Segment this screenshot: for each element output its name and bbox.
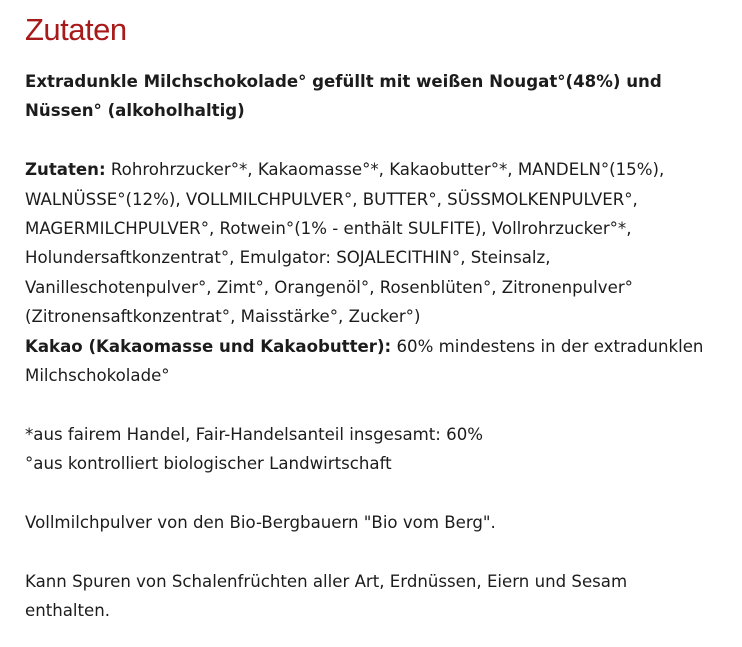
ingredients-line-6: (Zitronensaftkonzentrat°, Maisstärke°, Zucker°): [25, 307, 421, 327]
cocoa-line-2: Milchschokolade°: [25, 366, 170, 386]
allergen-note: [25, 567, 730, 626]
ingredients-list: [25, 155, 730, 390]
ingredients-line-3: MAGERMILCHPULVER°, Rotwein°(1% - enthält SULFITE), Vollrohrzucker°*,: [25, 219, 632, 239]
spacer: [25, 479, 730, 508]
product-line-1: Extradunkle Milchschokolade° gefüllt mit weißen Nougat°(48%) und: [25, 72, 662, 91]
ingredients-content: [25, 67, 730, 626]
milk-source-note: Vollmilchpulver von den Bio-Bergbauern "Bio vom Berg".: [25, 513, 496, 533]
ingredients-label: Zutaten:: [25, 160, 106, 180]
product-line-2: Nüssen° (alkoholhaltig): [25, 101, 245, 121]
allergen-line-1: Kann Spuren von Schalenfrüchten aller Art, Erdnüssen, Eiern und Sesam: [25, 571, 628, 591]
cocoa-label: Kakao (Kakaomasse und Kakaobutter):: [25, 336, 392, 356]
organic-note: °aus kontrolliert biologischer Landwirtschaft: [25, 454, 392, 474]
section-title: Zutaten: [25, 12, 127, 47]
ingredients-line-1: Rohrohrzucker°*, Kakaomasse°*, Kakaobutter°*, MANDELN°(15%),: [105, 160, 665, 180]
spacer: [25, 126, 730, 155]
footnotes: [25, 420, 730, 479]
allergen-line-2: enthalten.: [25, 601, 111, 621]
cocoa-line-1: 60% mindestens in der extradunklen: [391, 336, 704, 356]
ingredients-line-2: WALNÜSSE°(12%), VOLLMILCHPULVER°, BUTTER°, SÜSSMOLKENPULVER°,: [25, 189, 638, 209]
spacer: [25, 537, 730, 566]
product-description: [25, 67, 730, 126]
spacer: [25, 390, 730, 419]
ingredients-line-5: Vanilleschotenpulver°, Zimt°, Orangenöl°, Rosenblüten°, Zitronenpulver°: [25, 277, 633, 297]
ingredients-line-4: Holundersaftkonzentrat°, Emulgator: SOJALECITHIN°, Steinsalz,: [25, 248, 551, 268]
fairtrade-note: *aus fairem Handel, Fair-Handelsanteil insgesamt: 60%: [25, 424, 484, 444]
